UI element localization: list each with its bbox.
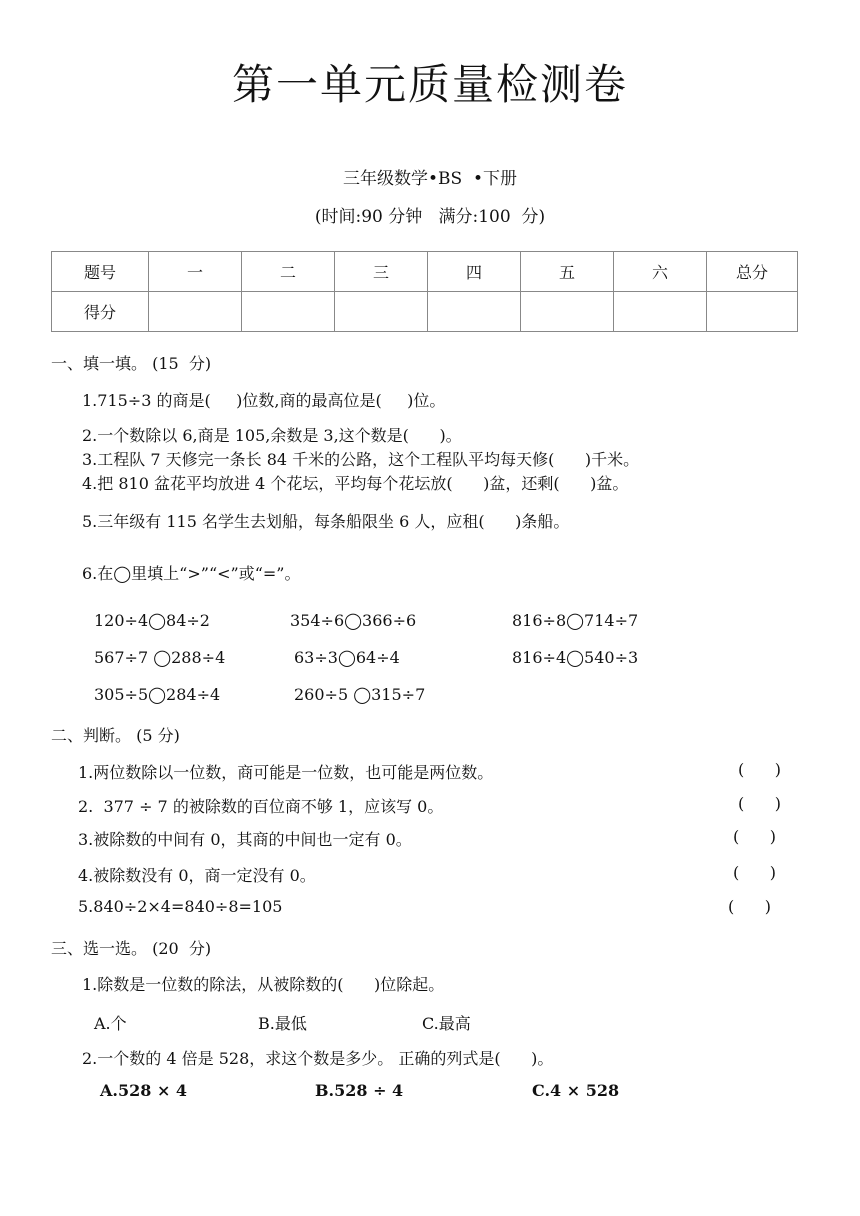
header-cell: 二 [242,252,335,292]
header-cell: 六 [614,252,707,292]
answer-paren[interactable]: ( ) [738,760,781,779]
compare-item: 63÷3◯64÷4 [294,648,400,667]
s1-question-2: 2.一个数除以 6,商是 105,余数是 3,这个数是( )。 [82,426,462,445]
compare-item: 260÷5 ◯315÷7 [294,685,426,704]
s1-question-1: 1.715÷3 的商是( )位数,商的最高位是( )位。 [82,391,446,410]
time-info: (时间:90 分钟 满分:100 分) [314,207,546,227]
option-a[interactable]: A.个 [94,1014,127,1033]
score-table [51,251,798,332]
s1-question-6: 6.在◯里填上“>”“<”或“=”。 [82,564,301,583]
section1-heading: 一、填一填。 (15 分) [51,354,212,373]
subtitle: 三年级数学•BS •下册 [342,169,517,189]
s3-question-2: 2.一个数的 4 倍是 528，求这个数是多少。 正确的列式是( )。 [82,1049,554,1068]
judge-item: 1.两位数除以一位数，商可能是一位数，也可能是两位数。 [78,763,494,782]
judge-item: 2. 377 ÷ 7 的被除数的百位商不够 1，应该写 0。 [78,797,444,816]
answer-paren[interactable]: ( ) [738,794,781,813]
score-table-score-row [52,292,798,332]
score-cell[interactable] [242,292,335,332]
option-a[interactable]: A.528 × 4 [100,1081,188,1100]
option-b[interactable]: B.528 ÷ 4 [315,1081,404,1100]
score-cell[interactable] [614,292,707,332]
header-cell: 一 [149,252,242,292]
score-table-header-row [52,252,798,292]
compare-item: 354÷6◯366÷6 [290,611,417,630]
answer-paren[interactable]: ( ) [733,827,776,846]
option-b[interactable]: B.最低 [258,1014,307,1033]
compare-item: 305÷5◯284÷4 [94,685,221,704]
score-cell[interactable] [428,292,521,332]
option-c[interactable]: C.4 × 528 [532,1081,620,1100]
compare-item: 816÷8◯714÷7 [512,611,639,630]
header-cell: 四 [428,252,521,292]
score-row-label: 得分 [52,292,149,332]
option-c[interactable]: C.最高 [422,1014,471,1033]
answer-paren[interactable]: ( ) [733,863,776,882]
header-cell: 三 [335,252,428,292]
header-cell: 总分 [707,252,798,292]
header-cell: 五 [521,252,614,292]
section2-heading: 二、判断。 (5 分) [51,726,180,745]
score-cell[interactable] [149,292,242,332]
s1-question-5: 5.三年级有 115 名学生去划船，每条船限坐 6 人，应租( )条船。 [82,512,570,531]
compare-item: 567÷7 ◯288÷4 [94,648,226,667]
section3-heading: 三、选一选。 (20 分) [51,939,212,958]
score-cell[interactable] [707,292,798,332]
judge-item: 5.840÷2×4=840÷8=105 [78,897,283,916]
answer-paren[interactable]: ( ) [728,897,771,916]
compare-item: 816÷4◯540÷3 [512,648,639,667]
s3-question-1: 1.除数是一位数的除法，从被除数的( )位除起。 [82,975,445,994]
page-title: 第一单元质量检测卷 [231,60,628,109]
s1-question-3: 3.工程队 7 天修完一条长 84 千米的公路，这个工程队平均每天修( )千米。 [82,450,640,469]
header-cell: 题号 [52,252,149,292]
score-cell[interactable] [335,292,428,332]
s1-question-4: 4.把 810 盆花平均放进 4 个花坛，平均每个花坛放( )盆，还剩( )盆。 [82,474,629,493]
compare-item: 120÷4◯84÷2 [94,611,210,630]
judge-item: 4.被除数没有 0，商一定没有 0。 [78,866,316,885]
judge-item: 3.被除数的中间有 0，其商的中间也一定有 0。 [78,830,412,849]
score-cell[interactable] [521,292,614,332]
